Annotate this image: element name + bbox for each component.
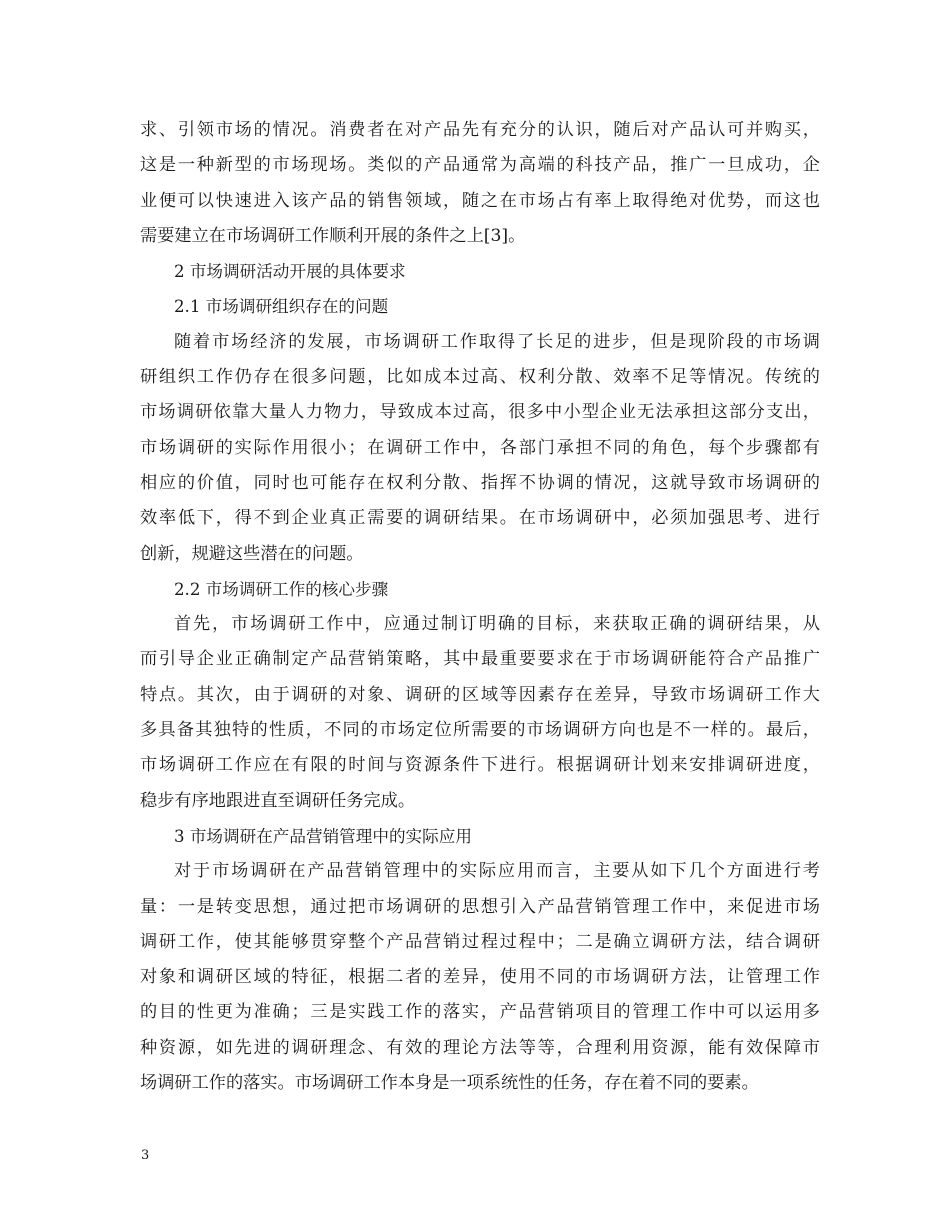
text-line: 对象和调研区域的特征，根据二者的差异，使用不同的市场调研方法，让管理工作 (140, 967, 820, 988)
text-line: 业便可以快速进入该产品的销售领域，随之在市场占有率上取得绝对优势，而这也 (140, 190, 820, 211)
text-line: 的目的性更为准确；三是实践工作的落实，产品营销项目的管理工作中可以运用多 (140, 1002, 820, 1023)
text-line: 首先，市场调研工作中，应通过制订明确的目标，来获取正确的调研结果，从 (174, 614, 820, 635)
text-line: 量：一是转变思想，通过把市场调研的思想引入产品营销管理工作中，来促进市场 (140, 896, 820, 917)
text-line: 而引导企业正确制定产品营销策略，其中最重要要求在于市场调研能符合产品推广 (140, 649, 820, 670)
section-heading (140, 254, 820, 289)
text-line: 研组织工作仍存在很多问题，比如成本过高、权利分散、效率不足等情况。传统的 (140, 367, 820, 388)
text-line: 相应的价值，同时也可能存在权利分散、指挥不协调的情况，这就导致市场调研的 (140, 472, 820, 493)
text-line: 多具备其独特的性质，不同的市场定位所需要的市场调研方向也是不一样的。最后， (140, 720, 820, 741)
text-line: 市场调研的实际作用很小；在调研工作中，各部门承担不同的角色，每个步骤都有 (140, 437, 820, 458)
text-line: 对于市场调研在产品营销管理中的实际应用而言，主要从如下几个方面进行考 (174, 861, 820, 882)
heading-text: 3 市场调研在产品营销管理中的实际应用 (174, 826, 472, 846)
text-line: 场调研工作的落实。市场调研工作本身是一项系统性的任务，存在着不同的要素。 (140, 1073, 759, 1094)
text-line: 创新，规避这些潜在的问题。 (140, 543, 364, 564)
paragraph (140, 607, 820, 819)
text-line: 效率低下，得不到企业真正需要的调研结果。在市场调研中，必须加强思考、进行 (140, 508, 820, 529)
paragraph (140, 113, 820, 254)
text-line: 需要建立在市场调研工作顺利开展的条件之上[3]。 (140, 225, 526, 246)
page-number: 3 (141, 1148, 150, 1163)
heading-text: 2 市场调研活动开展的具体要求 (174, 262, 406, 282)
text-line: 求、引领市场的情况。消费者在对产品先有充分的认识，随后对产品认可并购买， (140, 120, 820, 140)
section-heading (140, 819, 820, 854)
text-line: 市场调研工作应在有限的时间与资源条件下进行。根据调研计划来安排调研进度， (140, 755, 820, 776)
text-line: 调研工作，使其能够贯穿整个产品营销过程过程中；二是确立调研方法，结合调研 (140, 931, 820, 952)
text-line: 随着市场经济的发展，市场调研工作取得了长足的进步，但是现阶段的市场调 (174, 331, 820, 352)
section-heading (140, 289, 820, 324)
paragraph (140, 325, 820, 572)
paragraph (140, 854, 820, 1101)
text-line: 这是一种新型的市场现场。类似的产品通常为高端的科技产品，推广一旦成功，企 (140, 155, 820, 176)
text-line: 特点。其次，由于调研的对象、调研的区域等因素存在差异，导致市场调研工作大 (140, 684, 820, 705)
heading-text: 2.1 市场调研组织存在的问题 (174, 297, 389, 317)
text-line: 种资源，如先进的调研理念、有效的理论方法等等，合理利用资源，能有效保障市 (140, 1037, 820, 1058)
heading-text: 2.2 市场调研工作的核心步骤 (174, 579, 389, 599)
section-heading (140, 572, 820, 607)
text-line: 市场调研依靠大量人力物力，导致成本过高，很多中小型企业无法承担这部分支出， (140, 402, 820, 423)
document-body (140, 113, 820, 1101)
text-line: 稳步有序地跟进直至调研任务完成。 (140, 790, 416, 811)
